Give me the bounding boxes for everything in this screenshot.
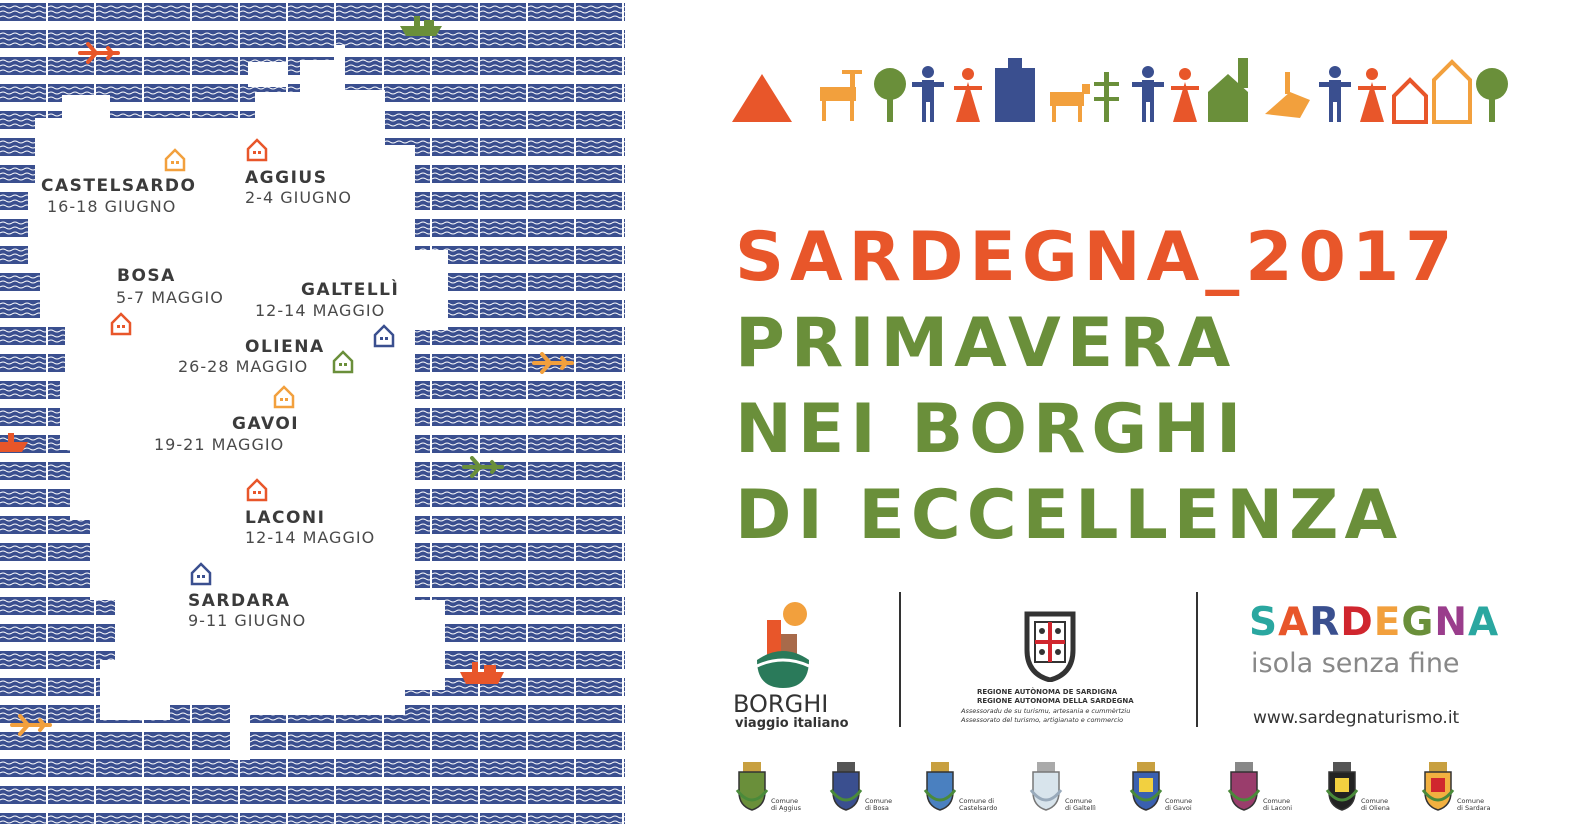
comune-label: Comune di Laconi: [1263, 797, 1293, 812]
crest-icon: [1227, 760, 1261, 812]
town-name: GALTELLÌ: [301, 280, 400, 300]
airplane-icon: [462, 456, 504, 478]
divider: [899, 592, 901, 727]
comune-crest: [923, 760, 1003, 815]
town-dates: 12-14 MAGGIO: [255, 301, 386, 320]
town-name: LACONI: [245, 508, 326, 528]
comune-crest: [1129, 760, 1209, 815]
comune-crest: [1227, 760, 1307, 815]
regione-line: REGIONE AUTONOMA DELLA SARDEGNA: [977, 697, 1134, 705]
town-name: BOSA: [117, 266, 176, 286]
headline-line: DI ECCELLENZA: [735, 476, 1404, 555]
borghi-logo: [753, 600, 813, 690]
crest-icon: [923, 760, 957, 812]
town-dates: 16-18 GIUGNO: [47, 197, 177, 216]
boat-icon: [398, 12, 444, 38]
town-name: SARDARA: [188, 591, 291, 611]
town-dates: 5-7 MAGGIO: [116, 288, 224, 307]
borghi-subtitle: viaggio italiano: [735, 716, 849, 731]
airplane-icon: [10, 714, 52, 736]
map-panel: [0, 0, 625, 824]
house-icon: [246, 478, 268, 502]
sea-pattern: [0, 0, 625, 824]
website-link[interactable]: www.sardegnaturismo.it: [1253, 708, 1460, 728]
comune-crest: [1421, 760, 1501, 815]
town-name: OLIENA: [245, 337, 325, 357]
town-dates: 2-4 GIUGNO: [245, 188, 353, 207]
regione-line: Assessoradu de su turismu, artesania e cummèrtziu: [961, 707, 1131, 715]
headline-line: NEI BORGHI: [735, 390, 1248, 469]
sardegna-brand: SARDEGNA: [1249, 600, 1500, 645]
divider: [1196, 592, 1198, 727]
comune-label: Comune di Bosa: [865, 797, 893, 812]
content-panel: [625, 0, 1586, 824]
comune-label: Comune di Oliena: [1361, 797, 1390, 812]
town-dates: 9-11 GIUGNO: [188, 611, 307, 630]
comune-crest: [829, 760, 909, 815]
headline-line: PRIMAVERA: [735, 304, 1237, 383]
comune-crest: [1029, 760, 1109, 815]
comune-label: Comune di Castelsardo: [959, 797, 998, 812]
crest-icon: [1325, 760, 1359, 812]
regione-line: REGIONE AUTÒNOMA DE SARDIGNA: [977, 688, 1118, 696]
comune-label: Comune di Gavoi: [1165, 797, 1193, 812]
boat-icon: [458, 658, 506, 686]
house-icon: [373, 324, 395, 348]
crest-icon: [1017, 606, 1083, 682]
headline-title: SARDEGNA_2017: [735, 218, 1459, 297]
motif-strip: [730, 52, 1510, 127]
borghi-title: BORGHI: [733, 690, 829, 718]
comune-label: Comune di Galtellì: [1065, 797, 1096, 812]
comune-label: Comune di Sardara: [1457, 797, 1491, 812]
town-dates: 26-28 MAGGIO: [178, 357, 309, 376]
regione-line: Assessorato del turismo, artigianato e commercio: [961, 716, 1124, 724]
comune-crest: [1325, 760, 1405, 815]
town-name: AGGIUS: [245, 168, 328, 188]
airplane-icon: [78, 42, 120, 64]
town-name: CASTELSARDO: [41, 176, 197, 196]
crest-icon: [1421, 760, 1455, 812]
house-icon: [164, 148, 186, 172]
crest-icon: [735, 760, 769, 812]
house-icon: [273, 385, 295, 409]
comune-label: Comune di Aggius: [771, 797, 802, 812]
crest-icon: [1029, 760, 1063, 812]
comune-crest: [735, 760, 815, 815]
house-icon: [332, 350, 354, 374]
sardegna-tagline: isola senza fine: [1251, 648, 1460, 679]
boat-icon: [0, 430, 30, 454]
house-icon: [110, 312, 132, 336]
crest-icon: [1129, 760, 1163, 812]
town-name: GAVOI: [232, 414, 300, 434]
crest-icon: [829, 760, 863, 812]
airplane-icon: [532, 352, 574, 374]
town-dates: 19-21 MAGGIO: [154, 435, 285, 454]
town-dates: 12-14 MAGGIO: [245, 528, 376, 547]
house-icon: [190, 562, 212, 586]
house-icon: [246, 138, 268, 162]
